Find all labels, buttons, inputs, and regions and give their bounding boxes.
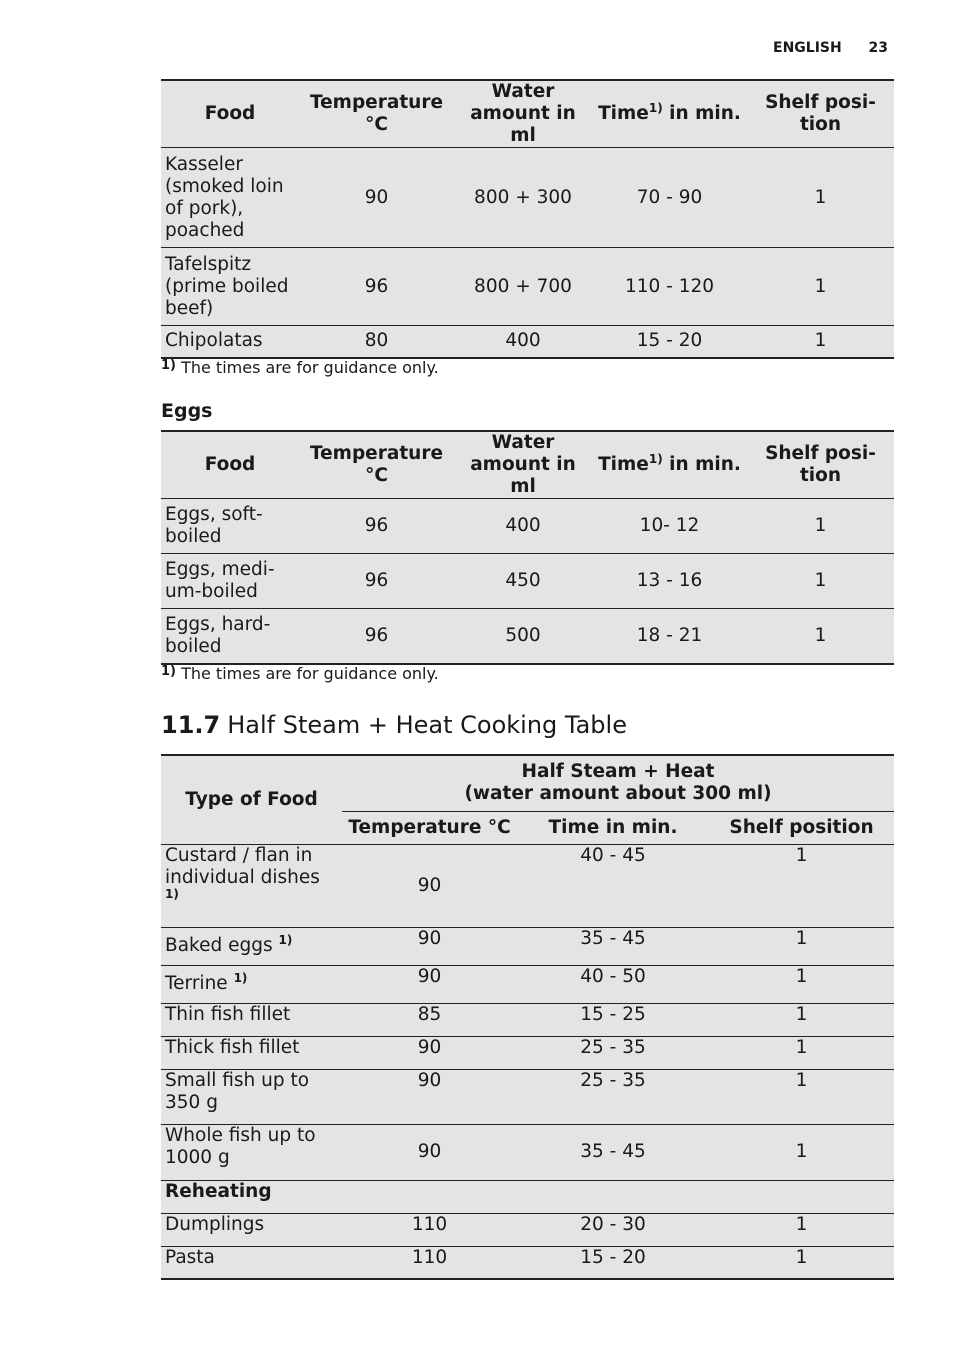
header-time: Time$^{1)}$ in min. — [592, 431, 747, 499]
time-cell: 40 - 50 — [517, 965, 709, 1003]
time-cell: 25 - 35 — [517, 1036, 709, 1069]
footnote-mark: 1) — [161, 664, 176, 679]
table-row — [161, 844, 894, 927]
table-row — [161, 1213, 894, 1246]
food-cell: Baked eggs $^{1)}$ — [161, 927, 342, 965]
time-cell: 70 - 90 — [592, 148, 747, 248]
water-cell: 500 — [454, 609, 592, 664]
table-row — [161, 1124, 894, 1180]
header-water: Water amount in ml — [454, 80, 592, 148]
eggs-cooking-table — [161, 430, 894, 665]
food-cell: Kasseler (smoked loin of pork), poached — [161, 148, 299, 248]
temperature-cell: 90 — [342, 927, 517, 965]
temperature-cell: 80 — [299, 326, 454, 358]
section-number: 11.7 — [161, 711, 221, 739]
table2-footnote: $^{1)}$ The times are for guidance only. — [161, 664, 439, 683]
time-cell: 25 - 35 — [517, 1069, 709, 1124]
water-cell: 800 + 700 — [454, 248, 592, 326]
shelf-cell: 1 — [747, 554, 894, 609]
shelf-cell: 1 — [709, 1036, 894, 1069]
food-cell: Small fish up to 350 g — [161, 1069, 342, 1124]
header-time: Time$^{1)}$ in min. — [592, 80, 747, 148]
table-row — [161, 609, 894, 664]
food-cell: Thin fish fillet — [161, 1003, 342, 1036]
table-row — [161, 965, 894, 1003]
section-heading — [161, 711, 627, 739]
header-food: Food — [161, 431, 299, 499]
table-header-row — [161, 80, 894, 148]
food-cell: Eggs, medi- um-boiled — [161, 554, 299, 609]
water-cell: 400 — [454, 326, 592, 358]
header-temperature: Temperature °C — [342, 811, 517, 844]
food-cell: Terrine $^{1)}$ — [161, 965, 342, 1003]
time-cell: 35 - 45 — [517, 1124, 709, 1180]
food-cell: Whole fish up to 1000 g — [161, 1124, 342, 1180]
header-shelf: Shelf position — [709, 811, 894, 844]
food-cell: Chipolatas — [161, 326, 299, 358]
shelf-cell: 1 — [709, 844, 894, 927]
table-row — [161, 248, 894, 326]
temperature-cell: 90 — [342, 965, 517, 1003]
food-cell: Pasta — [161, 1246, 342, 1279]
shelf-cell: 1 — [747, 248, 894, 326]
table-header-row — [161, 431, 894, 499]
header-type-of-food: Type of Food — [161, 755, 342, 844]
food-cell: Thick fish fillet — [161, 1036, 342, 1069]
page-number: 23 — [868, 40, 888, 56]
temperature-cell: 110 — [342, 1213, 517, 1246]
time-cell: 13 - 16 — [592, 554, 747, 609]
table-row — [161, 1036, 894, 1069]
time-cell: 20 - 30 — [517, 1213, 709, 1246]
temperature-cell: 90 — [342, 1036, 517, 1069]
shelf-cell: 1 — [709, 1069, 894, 1124]
header-shelf: Shelf posi- tion — [747, 80, 894, 148]
shelf-cell: 1 — [747, 499, 894, 554]
temperature-cell: 90 — [342, 844, 517, 927]
footnote-mark: 1) — [161, 358, 176, 373]
food-cell: Eggs, soft- boiled — [161, 499, 299, 554]
table-row — [161, 1003, 894, 1036]
shelf-cell: 1 — [747, 326, 894, 358]
shelf-cell: 1 — [709, 1003, 894, 1036]
section-title: Half Steam + Heat Cooking Table — [227, 711, 627, 739]
table-row — [161, 927, 894, 965]
table-header-row — [161, 755, 894, 811]
header-water: Water amount in ml — [454, 431, 592, 499]
time-cell: 35 - 45 — [517, 927, 709, 965]
header-food: Food — [161, 80, 299, 148]
eggs-heading: Eggs — [161, 400, 213, 422]
temperature-cell: 96 — [299, 499, 454, 554]
table1-footnote: $^{1)}$ The times are for guidance only. — [161, 358, 439, 377]
time-cell: 15 - 25 — [517, 1003, 709, 1036]
temperature-cell: 90 — [342, 1124, 517, 1180]
temperature-cell: 90 — [299, 148, 454, 248]
header-shelf: Shelf posi- tion — [747, 431, 894, 499]
food-cell: Custard / flan in individual dishes $^{1)}$ — [161, 844, 342, 927]
time-cell: 18 - 21 — [592, 609, 747, 664]
shelf-cell: 1 — [747, 148, 894, 248]
food-cell: Dumplings — [161, 1213, 342, 1246]
water-cell: 450 — [454, 554, 592, 609]
shelf-cell: 1 — [709, 1213, 894, 1246]
time-cell: 110 - 120 — [592, 248, 747, 326]
page-header — [773, 38, 888, 56]
shelf-cell: 1 — [709, 1124, 894, 1180]
temperature-cell: 96 — [299, 554, 454, 609]
time-cell: 10- 12 — [592, 499, 747, 554]
shelf-cell: 1 — [709, 1246, 894, 1279]
table-row — [161, 148, 894, 248]
header-time: Time in min. — [517, 811, 709, 844]
table-row — [161, 326, 894, 358]
shelf-cell: 1 — [709, 927, 894, 965]
half-steam-heat-table — [161, 754, 894, 1280]
food-cell: Eggs, hard- boiled — [161, 609, 299, 664]
meat-cooking-table — [161, 79, 894, 359]
table-row — [161, 554, 894, 609]
time-cell: 15 - 20 — [592, 326, 747, 358]
shelf-cell: 1 — [709, 965, 894, 1003]
temperature-cell: 96 — [299, 248, 454, 326]
language-label: ENGLISH — [773, 40, 842, 56]
temperature-cell: 90 — [342, 1069, 517, 1124]
shelf-cell: 1 — [747, 609, 894, 664]
header-temperature: Temperature °C — [299, 431, 454, 499]
header-half-steam-heat: Half Steam + Heat (water amount about 300 ml) — [342, 755, 894, 811]
table-row — [161, 1069, 894, 1124]
temperature-cell: 96 — [299, 609, 454, 664]
temperature-cell: 85 — [342, 1003, 517, 1036]
table-row — [161, 1246, 894, 1279]
temperature-cell: 110 — [342, 1246, 517, 1279]
food-cell: Tafelspitz (prime boiled beef) — [161, 248, 299, 326]
table-row — [161, 499, 894, 554]
reheating-label: Reheating — [161, 1180, 894, 1213]
reheating-section-row — [161, 1180, 894, 1213]
header-temperature: Temperature °C — [299, 80, 454, 148]
water-cell: 400 — [454, 499, 592, 554]
water-cell: 800 + 300 — [454, 148, 592, 248]
time-cell: 15 - 20 — [517, 1246, 709, 1279]
time-cell: 40 - 45 — [517, 844, 709, 927]
